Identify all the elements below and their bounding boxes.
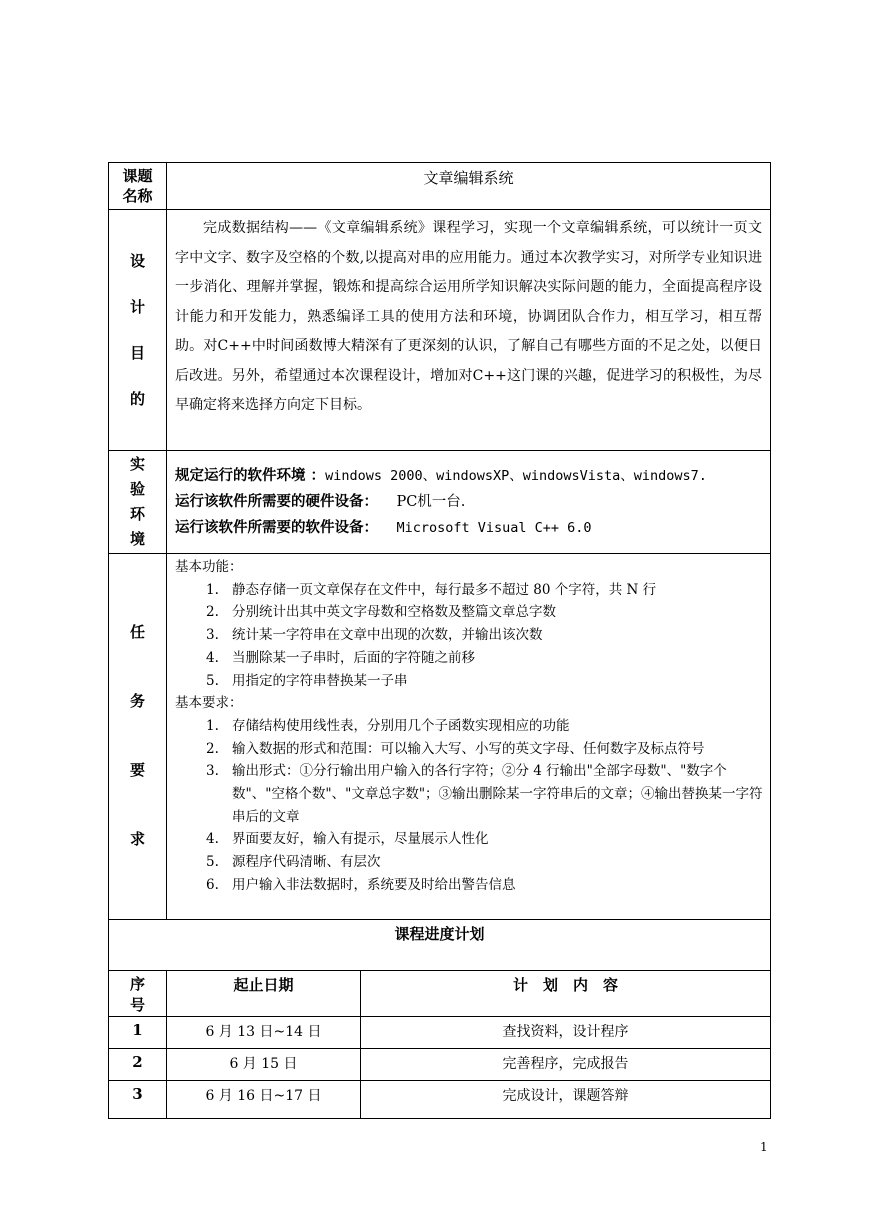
- dates-header: 起止日期: [167, 970, 361, 1016]
- list-number: 5.: [206, 672, 219, 689]
- list-number: 1.: [206, 581, 219, 598]
- list-item: [175, 670, 764, 693]
- list-item: [175, 874, 764, 897]
- purpose-label-char: 的: [129, 390, 145, 408]
- purpose-label-char: 设: [129, 252, 145, 270]
- purpose-label: [109, 210, 167, 451]
- hardware-key: 运行该软件所需要的硬件设备：: [175, 494, 378, 510]
- purpose-text-cell: [167, 210, 771, 451]
- list-item: [175, 760, 764, 828]
- list-number: 4.: [206, 831, 219, 848]
- tasks-label-char: 求: [129, 830, 145, 849]
- course-name-label: [109, 163, 167, 210]
- environment-label-char: 境: [129, 530, 145, 548]
- table-row: [109, 1048, 771, 1080]
- list-text: 源程序代码清晰、有层次: [232, 854, 381, 871]
- hardware-value: PC机一台.: [396, 494, 466, 510]
- list-number: 3.: [206, 763, 219, 780]
- dates-cell: 6 月 16 日~17 日: [167, 1080, 361, 1118]
- seq-header: [109, 970, 167, 1016]
- course-name-label-line: 课题: [122, 167, 153, 185]
- content-header: 计 划 内 容: [361, 970, 771, 1016]
- requirements-title: 基本要求：: [175, 695, 243, 712]
- list-number: 4.: [206, 649, 219, 666]
- software-env-value: windows 2000、windowsXP、windowsVista、windows7.: [325, 468, 707, 484]
- list-item: [175, 738, 764, 761]
- list-number: 2.: [206, 604, 219, 621]
- environment-row: [109, 451, 771, 554]
- seq-header-line: 号: [129, 995, 145, 1014]
- tasks-label-char: 任: [129, 623, 145, 642]
- purpose-label-char: 计: [129, 298, 145, 316]
- purpose-label-char: 目: [129, 344, 145, 362]
- schedule-title-row: [109, 919, 771, 970]
- functions-title: 基本功能：: [175, 559, 243, 575]
- software-device-key: 运行该软件所需要的软件设备：: [175, 520, 378, 536]
- list-item: [175, 715, 764, 738]
- list-item: [175, 579, 764, 602]
- schedule-header-row: [109, 970, 771, 1016]
- list-item: [175, 601, 764, 624]
- environment-label-char: 环: [129, 505, 145, 523]
- environment-cell: [167, 451, 771, 554]
- dates-cell: 6 月 15 日: [167, 1048, 361, 1080]
- content-cell: 完善程序，完成报告: [361, 1048, 771, 1080]
- tasks-label-char: 务: [129, 692, 145, 711]
- list-number: 5.: [206, 854, 219, 871]
- list-text: 静态存储一页文章保存在文件中，每行最多不超过 80 个字符，共 N 行: [232, 581, 657, 598]
- list-text: 当删除某一子串时，后面的字符随之前移: [232, 649, 475, 666]
- list-text: 输入数据的形式和范围：可以输入大写、小写的英文字母、任何数字及标点符号: [232, 740, 705, 757]
- list-text: 输出形式：①分行输出用户输入的各行字符；②分 4 行输出"全部字母数"、"数字个数"、"空格个数"、"文章总字数"；③输出删除某一字符串后的文章；④输出替换某一字符串后的文章: [232, 763, 763, 825]
- environment-label-char: 实: [129, 455, 145, 473]
- seq-cell: 1: [109, 1016, 167, 1048]
- course-design-table: [108, 162, 771, 1119]
- list-text: 界面要友好，输入有提示，尽量展示人性化: [232, 831, 489, 848]
- list-number: 2.: [206, 740, 219, 757]
- requirements-list: [175, 715, 764, 897]
- list-number: 3.: [206, 627, 219, 644]
- course-name-label-line: 名称: [122, 187, 153, 205]
- course-name-row: [109, 163, 771, 210]
- environment-label-char: 验: [129, 480, 145, 498]
- list-text: 用指定的字符串替换某一子串: [232, 672, 408, 689]
- seq-cell: 3: [109, 1080, 167, 1118]
- course-name-value: 文章编辑系统: [167, 163, 771, 210]
- seq-header-line: 序: [129, 974, 145, 993]
- list-text: 统计某一字符串在文章中出现的次数，并输出该次数: [232, 627, 543, 644]
- purpose-text: 完成数据结构——《文章编辑系统》课程学习，实现一个文章编辑系统，可以统计一页文字中文字、数字及空格的个数,以提高对串的应用能力。通过本次教学实习，对所学专业知识进一步消化、理解并掌握，锻炼和提高综合运用所学知识解决实际问题的能力，全面提高程序设计能力和开发能力，熟悉编译工具的使用方法和环境，协调团队合作力，相互学习，相互帮助。对C++中时间函数博大精深有了更深刻的认识，了解自己有哪些方面的不足之处，以便日后改进。另外，希望通过本次课程设计，增加对C++这门课的兴趣，促进学习的积极性，为尽早确定将来选择方向定下目标。: [175, 220, 763, 413]
- functions-list: [175, 579, 764, 693]
- content-cell: 查找资料，设计程序: [361, 1016, 771, 1048]
- software-env-key: 规定运行的软件环境 ：: [175, 468, 326, 484]
- seq-cell: 2: [109, 1048, 167, 1080]
- software-device-value: Microsoft Visual C++ 6.0: [396, 520, 592, 536]
- content-cell: 完成设计，课题答辩: [361, 1080, 771, 1118]
- software-device-line: [175, 515, 764, 541]
- table-row: [109, 1016, 771, 1048]
- tasks-label-char: 要: [129, 761, 145, 780]
- software-env-line: [175, 463, 764, 489]
- schedule-title: 课程进度计划: [109, 919, 771, 970]
- tasks-row: [109, 554, 771, 920]
- page-number: 1: [760, 1140, 768, 1154]
- dates-cell: 6 月 13 日~14 日: [167, 1016, 361, 1048]
- list-text: 分别统计出其中英文字母数和空格数及整篇文章总字数: [232, 604, 556, 621]
- table-row: [109, 1080, 771, 1118]
- tasks-label: [109, 554, 167, 920]
- list-number: 6.: [206, 876, 219, 893]
- list-item: [175, 851, 764, 874]
- purpose-row: [109, 210, 771, 451]
- list-item: [175, 624, 764, 647]
- list-number: 1.: [206, 717, 219, 734]
- environment-label: [109, 451, 167, 554]
- list-item: [175, 647, 764, 670]
- list-text: 存储结构使用线性表，分别用几个子函数实现相应的功能: [232, 717, 570, 734]
- hardware-line: [175, 489, 764, 515]
- list-text: 用户输入非法数据时，系统要及时给出警告信息: [232, 876, 516, 893]
- tasks-cell: [167, 554, 771, 920]
- list-item: [175, 828, 764, 851]
